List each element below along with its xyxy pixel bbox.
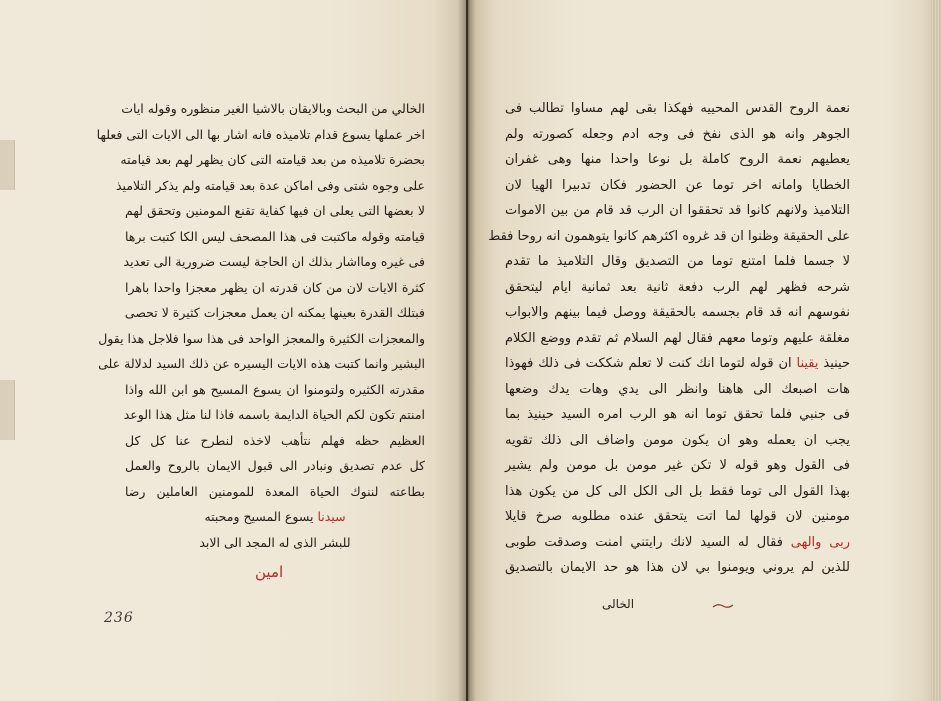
text-line: فبتلك القدرة بعينها يمكنه ان يعمل معجزات كثيرة لا تحصى (124, 305, 425, 320)
text-line: ربى والهى فقال له السيد لانك رايتني امنت وصدقت طوبى (505, 534, 850, 550)
rubric-word: يقينا (796, 356, 819, 371)
text-line: البشير وانما كتبت هذه الايات اليسيره عن ذلك السيد لدلالة على (98, 356, 425, 371)
text-line: على الحقيقة وظنوا ان قد غروه اكثرهم كانوا يتوهمون انه روحا فقط (488, 228, 850, 244)
text-line: فى القول وهو قوله لا تكن غير مومن بل مومن ولم يشير (505, 458, 850, 473)
text-line: شرحه فظهر لهم الرب دفعة ثانية بعد ثمانية ايام ليتحقق (505, 279, 850, 295)
folio-number: 236 (104, 610, 134, 626)
text-line: لا جسما فلما امتنع توما من التصديق وقال التلاميذ ما تقدم (505, 254, 850, 269)
text-line: للذين لم يروني ويومنوا بي لان هذا هو حد الايمان بالتصديق (505, 560, 850, 575)
rubric-word: ربى والهى (790, 534, 850, 550)
text-line: سيدنا يسوع المسيح ومحبته (204, 509, 346, 524)
catchword-ornament-icon (712, 603, 734, 609)
text-line: التلاميذ ولانهم كانوا قد تحققوا ان الرب قد قام من بين الاموات (505, 203, 850, 218)
text-line: بحضرة تلاميذه من بعد قيامته التى كان يظهر لهم بعد قيامته (120, 152, 425, 167)
rubric-word: سيدنا (317, 509, 346, 524)
page-edges (931, 0, 941, 701)
text-line: الخطايا وامانه اخر توما عن الحضور فكان تدبيرا الهيا لان (505, 177, 850, 193)
text-line: والمعجزات الكثيرة والمعجز الواحد فى هذا سوا فلاجل هذا يقول (98, 330, 425, 346)
text-line: مغلقة عليهم وتوما معهم فقال لهم السلام ثم تقدم ووضع الكلام (505, 330, 850, 346)
text-line: العظيم حظه فهلم نتأهب لاخذه لنطرح عنا كل كل (125, 432, 425, 448)
paper-repair-patch (0, 380, 15, 440)
catchword: الخالى (602, 597, 635, 611)
text-line: فى غيره ومااشار بذلك ان الحاجة ليست ضرورية الى تعديد (123, 254, 425, 269)
text-line: يجب ان يعمله وهو ان يكون مومن واضاف الى ذلك تقويه (505, 432, 850, 448)
text-line: على وجوه شتى وفى اماكن عدة بعد قيامته ولم يذكر التلاميذ (115, 177, 425, 193)
text-line: مقدرته الكثيره ولتومنوا ان يسوع المسيح هو ابن الله واذا (125, 381, 425, 397)
right-page-text (488, 96, 850, 581)
text-line: نفوسهم انه قد قام بجسمه بالحقيقة ووصل فيما بينهم والابواب (505, 305, 850, 320)
text-line: كل عدم تصديق ونبادر الى قبول الايمان بالروح والعمل (125, 458, 425, 473)
text-line: الخالي من البحث وبالايقان بالاشيا الغير منظوره وقوله ايات (121, 101, 425, 116)
text-line: هات اصبعك الى هاهنا وانظر الى يدي وهات يدك وضعها (505, 381, 850, 397)
text-line: كثرة الايات لان من كان قدرته ان يظهر معجزا واحدا باهرا (125, 279, 425, 295)
text-line: حينيذ يقينا ان قوله لتوما انك كنت لا تعلم شككت فى ذلك فهوذا (505, 356, 850, 371)
book-gutter (458, 0, 476, 701)
colophon-amen: امين (255, 563, 284, 581)
text-line: قيامته وقوله ماكتبت فى هذا المصحف ليس الكا كتبت برها (125, 228, 425, 244)
text-line: نعمة الروح القدس المحييه فهكذا بقى لهم مساوا تطالب فى (505, 101, 850, 116)
text-line: بهذا القول الى توما فقط بل الى الكل الى كل من يكون هذا (505, 483, 850, 499)
left-page-text (96, 96, 425, 555)
text-line: للبشر الذى له المجد الى الابد (199, 534, 351, 550)
text-line: بطاعته لننوك الحياة المعدة للمومنين العاملين رضا (125, 483, 425, 499)
text-line: فى جنبي فلما تحقق توما انه هو الرب امره السيد حينيذ بما (505, 407, 850, 422)
text-line: امنتم تكون لكم الحياة الدايمة باسمه فاذا لنا مثل هذا الوعد (123, 407, 425, 422)
text-line: يعطيهم نعمة الروح كاملة بل نوعا واحدا منها وهى غفران (505, 152, 850, 167)
text-line: اخر عملها يسوع قدام تلاميذه فانه اشار بها الى الايات التى فعلها (96, 126, 425, 142)
text-line: مومنين لان قولها لما اتت يتحقق عنده مطلوبه صرخ قايلا (505, 509, 850, 524)
paper-repair-patch (0, 140, 15, 190)
text-line: الجوهر وانه هو الذى نفخ فى وجه ادم وجعله كصورته ولم (505, 126, 850, 142)
text-line: لا بعضها التى يعلى ان فيها كفاية تقنع المومنين وتحقق لهم (125, 203, 425, 218)
